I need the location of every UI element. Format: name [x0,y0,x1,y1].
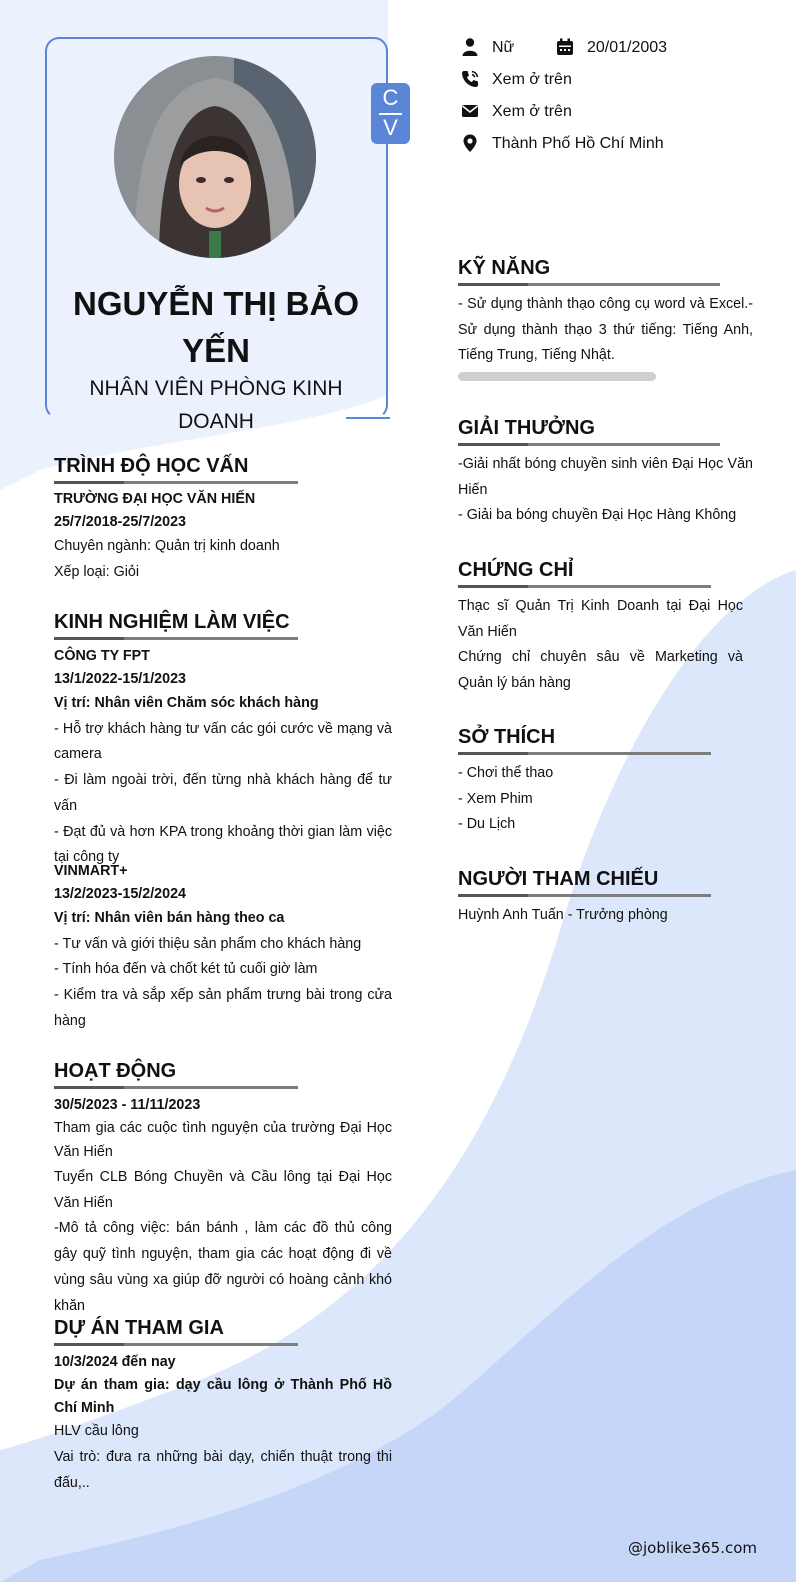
job-task: - Tính hóa đến và chốt két tủ cuối giờ làm [54,961,318,978]
education-divider [54,481,298,484]
projects-block [54,1351,392,1496]
skills-title: KỸ NĂNG [458,257,551,279]
projects-title: DỰ ÁN THAM GIA [54,1317,224,1339]
profile-photo [114,56,316,258]
education-block [54,488,392,585]
job-task: - Kiểm tra và sắp xếp sản phẩm trưng bài trong cửa hàng [54,987,392,1029]
calendar-icon [555,37,575,57]
awards-block [458,452,753,529]
cv-badge-bottom: V [383,115,398,140]
activities-divider [54,1086,298,1089]
activities-period: 30/5/2023 - 11/11/2023 [54,1097,201,1113]
job-entry [54,860,392,1035]
activities-title: HOẠT ĐỘNG [54,1060,177,1082]
envelope-icon [460,101,480,121]
cv-badge-top: C [382,85,399,110]
activity-item: -Mô tả công việc: bán bánh , làm các đồ thủ công gây quỹ tình nguyện, tham gia các hoạt động đi về vùng sâu vùng xa giúp đỡ người có hoàng cảnh khó khăn [54,1220,392,1314]
activity-item: Tuyển CLB Bóng Chuyền và Cầu lông tại Đại Học Văn Hiến [54,1169,392,1211]
awards-divider [458,443,720,446]
candidate-name: NGUYỄN THỊ BẢO YẾN [72,285,359,369]
certificates-title: CHỨNG CHỈ [458,559,574,581]
birthdate-value: 20/01/2003 [587,39,668,56]
activity-item: Tham gia các cuộc tình nguyện của trường Đại Học Văn Hiến [54,1120,392,1160]
project-period: 10/3/2024 đến nay [54,1354,176,1370]
job-period: 13/2/2023-15/2/2024 [54,886,186,902]
job-task: - Hỗ trợ khách hàng tư vấn các gói cước về mạng và camera [54,720,392,763]
education-period: 25/7/2018-25/7/2023 [54,514,186,530]
job-company: CÔNG TY FPT [54,648,150,664]
projects-divider [54,1343,298,1346]
hobbies-block [458,761,743,838]
skills-text: - Sử dụng thành thạo công cụ word và Excel.- Sử dụng thành thạo 3 thứ tiếng: Tiếng Anh, Tiếng Trung, Tiếng Nhật. [458,296,753,364]
job-company: VINMART+ [54,863,128,879]
education-title: TRÌNH ĐỘ HỌC VẤN [54,455,249,477]
skill-level-bar [458,372,656,381]
job-task: - Đi làm ngoài trời, đến từng nhà khách hàng để tư vấn [54,772,392,814]
award-item: -Giải nhất bóng chuyền sinh viên Đại Học Văn Hiến [458,456,753,498]
experience-title: KINH NGHIỆM LÀM VIỆC [54,611,290,633]
hobby-item: - Du Lịch [458,816,516,833]
person-icon [460,37,480,57]
hobby-item: - Chơi thể thao [458,765,554,781]
experience-divider [54,637,298,640]
job-position: Vị trí: Nhân viên bán hàng theo ca [54,910,285,926]
job-period: 13/1/2022-15/1/2023 [54,671,186,687]
reference-text: Huỳnh Anh Tuấn - Trưởng phòng [458,907,668,923]
hobbies-title: SỞ THÍCH [458,726,556,748]
job-position: Vị trí: Nhân viên Chăm sóc khách hàng [54,695,319,711]
project-name: Dự án tham gia: dạy cầu lông ở Thành Phố Hồ Chí Minh [54,1377,392,1416]
certificates-block [458,594,743,697]
phone-value: Xem ở trên [492,71,572,88]
education-school: TRƯỜNG ĐẠI HỌC VĂN HIẾN [54,491,256,507]
certificate-item: Chứng chỉ chuyên sâu về Marketing và Quản lý bán hàng [458,649,743,692]
education-major: Chuyên ngành: Quản trị kinh doanh [54,538,280,554]
candidate-role: NHÂN VIÊN PHÒNG KINH DOANH [89,377,343,433]
project-role: HLV cầu lông [54,1423,139,1439]
gender-value: Nữ [492,39,515,56]
activities-block [54,1094,392,1319]
awards-title: GIẢI THƯỞNG [458,417,595,439]
references-divider [458,894,711,897]
certificates-divider [458,585,711,588]
certificate-item: Thạc sĩ Quản Trị Kinh Doanh tại Đại Học Văn Hiến [458,598,743,640]
job-task: - Tư vấn và giới thiệu sản phẩm cho khách hàng [54,935,362,952]
cv-badge [371,83,410,144]
education-grade: Xếp loại: Giỏi [54,563,140,580]
award-item: - Giải ba bóng chuyền Đại Học Hàng Không [458,507,737,524]
references-title: NGƯỜI THAM CHIẾU [458,868,659,890]
email-value: Xem ở trên [492,103,572,120]
project-duty: Vai trò: đưa ra những bài dạy, chiến thuật trong thi đấu,.. [54,1449,392,1491]
job-entry [54,645,392,871]
phone-icon [460,69,480,89]
skills-divider [458,283,720,286]
address-value: Thành Phố Hồ Chí Minh [492,135,664,152]
hobbies-divider [458,752,711,755]
footer-watermark: @joblike365.com [628,1539,758,1557]
hobby-item: - Xem Phim [458,790,533,807]
map-pin-icon [460,133,480,153]
job-task: - Đạt đủ và hơn KPA trong khoảng thời gian làm việc tại công ty [54,823,392,866]
